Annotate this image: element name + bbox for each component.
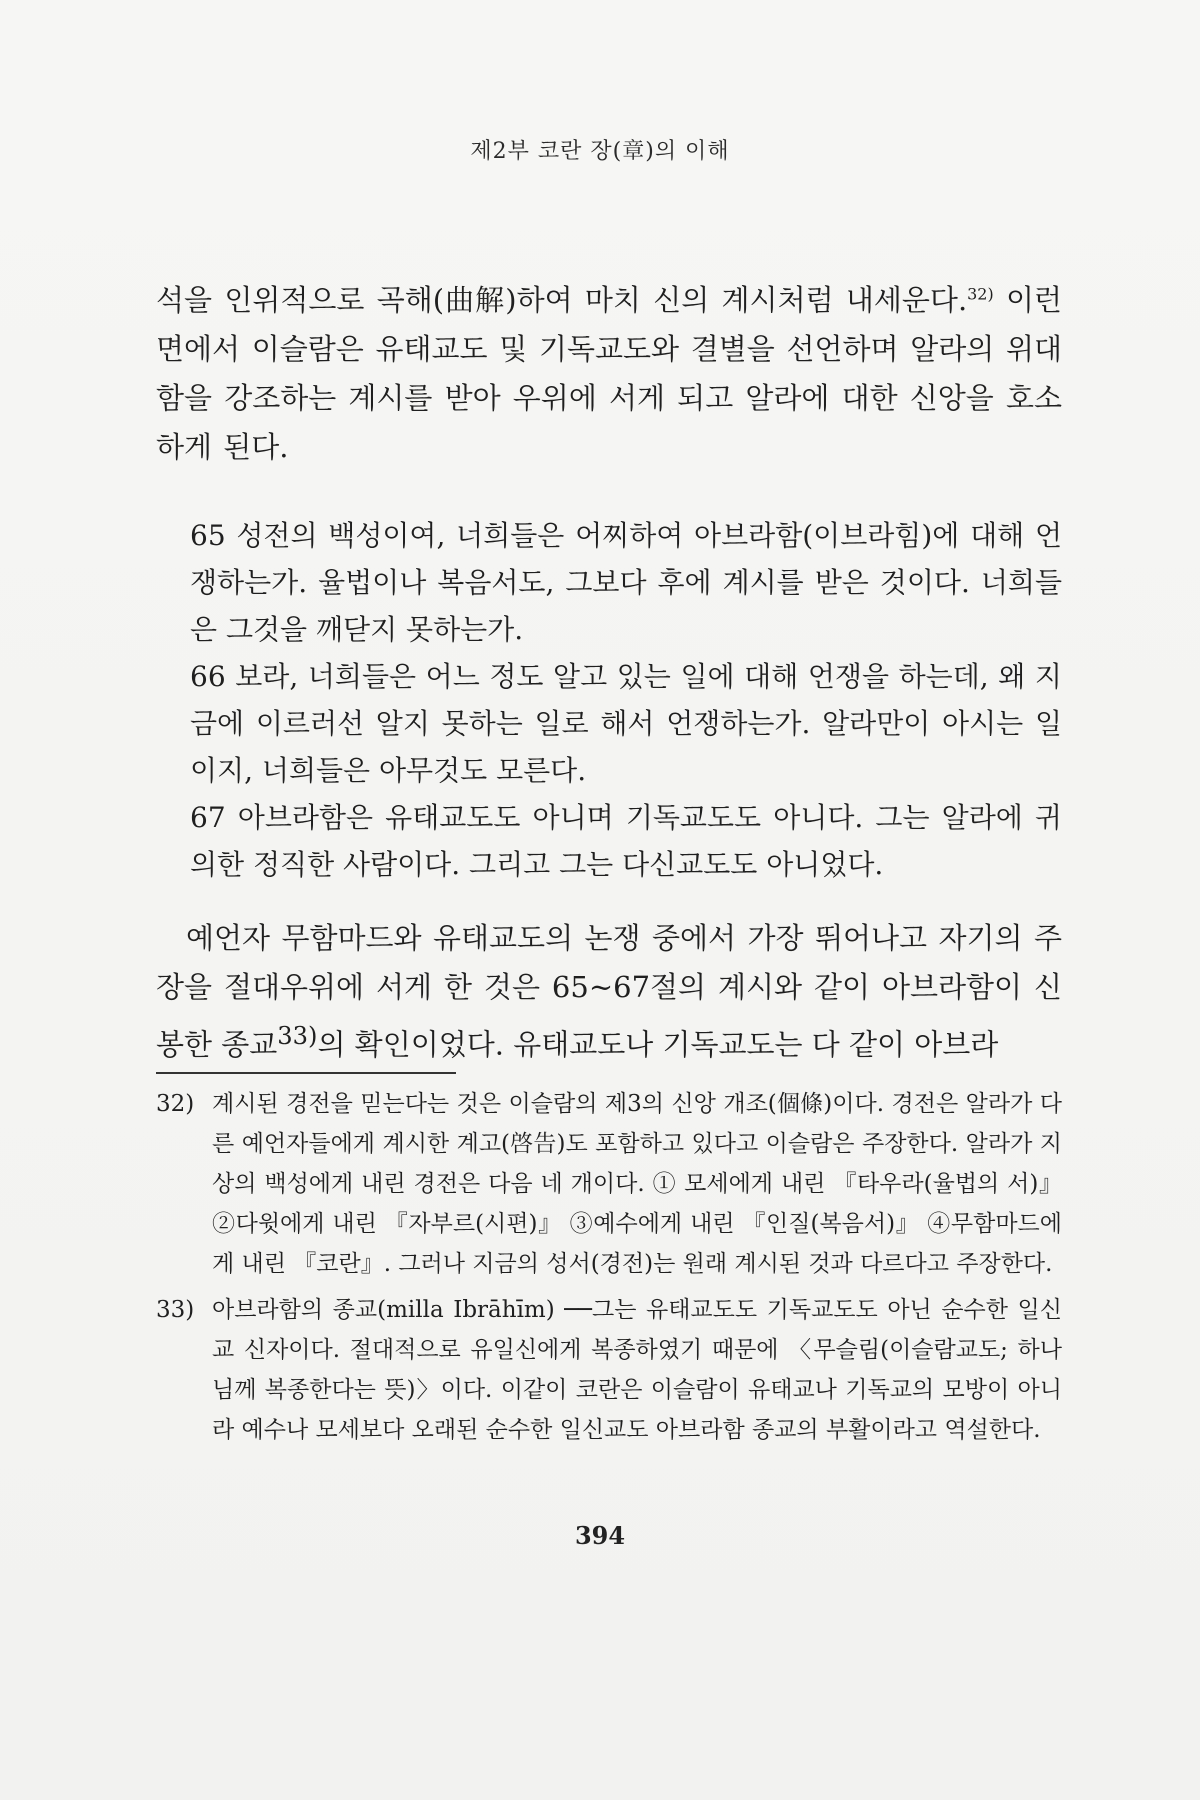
body-paragraph-2 [156, 914, 1062, 1070]
paragraph-1 [156, 276, 1062, 472]
paragraph-2 [156, 914, 1062, 1070]
paragraph-1-text-cont: 이런 면에서 이슬람은 유태교도 및 기독교도와 결별을 선언하며 알라의 위대함을 강조하는 계시를 받아 우위에 서게 되고 알라에 대한 신앙을 호소하게 된다. [156, 283, 1062, 464]
paragraph-2-text-cont: 의 확인이었다. 유태교도나 기독교도는 다 같이 아브라 [317, 1027, 999, 1062]
footnote-ref-33[interactable]: 33) [277, 1022, 318, 1050]
paragraph-1-text: 석을 인위적으로 곡해(曲解)하여 마치 신의 계시처럼 내세운다. [156, 283, 968, 317]
footnote-divider [156, 1072, 456, 1074]
footnote-mark: 32) [156, 1091, 195, 1117]
verse-65: 65 성전의 백성이여, 너희들은 어찌하여 아브라함(이브라힘)에 대해 언쟁하는가. 율법이나 복음서도, 그보다 후에 계시를 받은 것이다. 너희들은 그것을 깨닫지 못하는가. [190, 519, 1062, 646]
paragraph-2-text: 예언자 무함마드와 유태교도의 논쟁 중에서 가장 뛰어나고 자기의 주장을 절대우위에 서게 한 것은 65~67절의 계시와 같이 아브라함이 신봉한 종교 [156, 921, 1062, 1062]
body-paragraph-1 [156, 276, 1062, 472]
footnote-text: 계시된 경전을 믿는다는 것은 이슬람의 제3의 신앙 개조(個條)이다. 경전은 알라가 다른 예언자들에게 계시한 계고(啓告)도 포함하고 있다고 이슬람은 주장한다. 알라가 지상의 백성에게 내린 경전은 다음 네 개이다. ① 모세에게 내린 『타우라(율법의 서)』 ②다윗에게 내린 『자부르(시편)』 ③예수에게 내린 『인질(복음서)』 ④무함마드에게 내린 『코란』. 그러나 지금의 성서(경전)는 원래 계시된 것과 다르다고 주장한다. [212, 1091, 1063, 1277]
footnote-ref-32[interactable]: 32) [967, 284, 994, 304]
page-number: 394 [574, 1521, 626, 1550]
verse-66: 66 보라, 너희들은 어느 정도 알고 있는 일에 대해 언쟁을 하는데, 왜 지금에 이르러선 알지 못하는 일로 해서 언쟁하는가. 알라만이 아시는 일이지, 너희들은 아무것도 모른다. [190, 660, 1062, 787]
footnote-mark: 33) [156, 1297, 195, 1323]
footnote-32 [156, 1084, 1062, 1284]
verse-67: 67 아브라함은 유태교도도 아니며 기독교도도 아니다. 그는 알라에 귀의한 정직한 사람이다. 그리고 그는 다신교도도 아니었다. [190, 801, 1062, 881]
footnote-33 [156, 1290, 1062, 1450]
running-head: 제2부 코란 장(章)의 이해 [470, 139, 730, 164]
verse-block [190, 512, 1062, 888]
footnote-text: 아브라함의 종교(milla Ibrāhīm) ──그는 유태교도도 기독교도도 아닌 순수한 일신교 신자이다. 절대적으로 유일신에게 복종하였기 때문에 〈무슬림(이슬람교도; 하나님께 복종한다는 뜻)〉이다. 이같이 코란은 이슬람이 유태교나 기독교의 모방이 아니라 예수나 모세보다 오래된 순수한 일신교도 아브라함 종교의 부활이라고 역설한다. [212, 1297, 1062, 1443]
footnotes [156, 1084, 1062, 1456]
